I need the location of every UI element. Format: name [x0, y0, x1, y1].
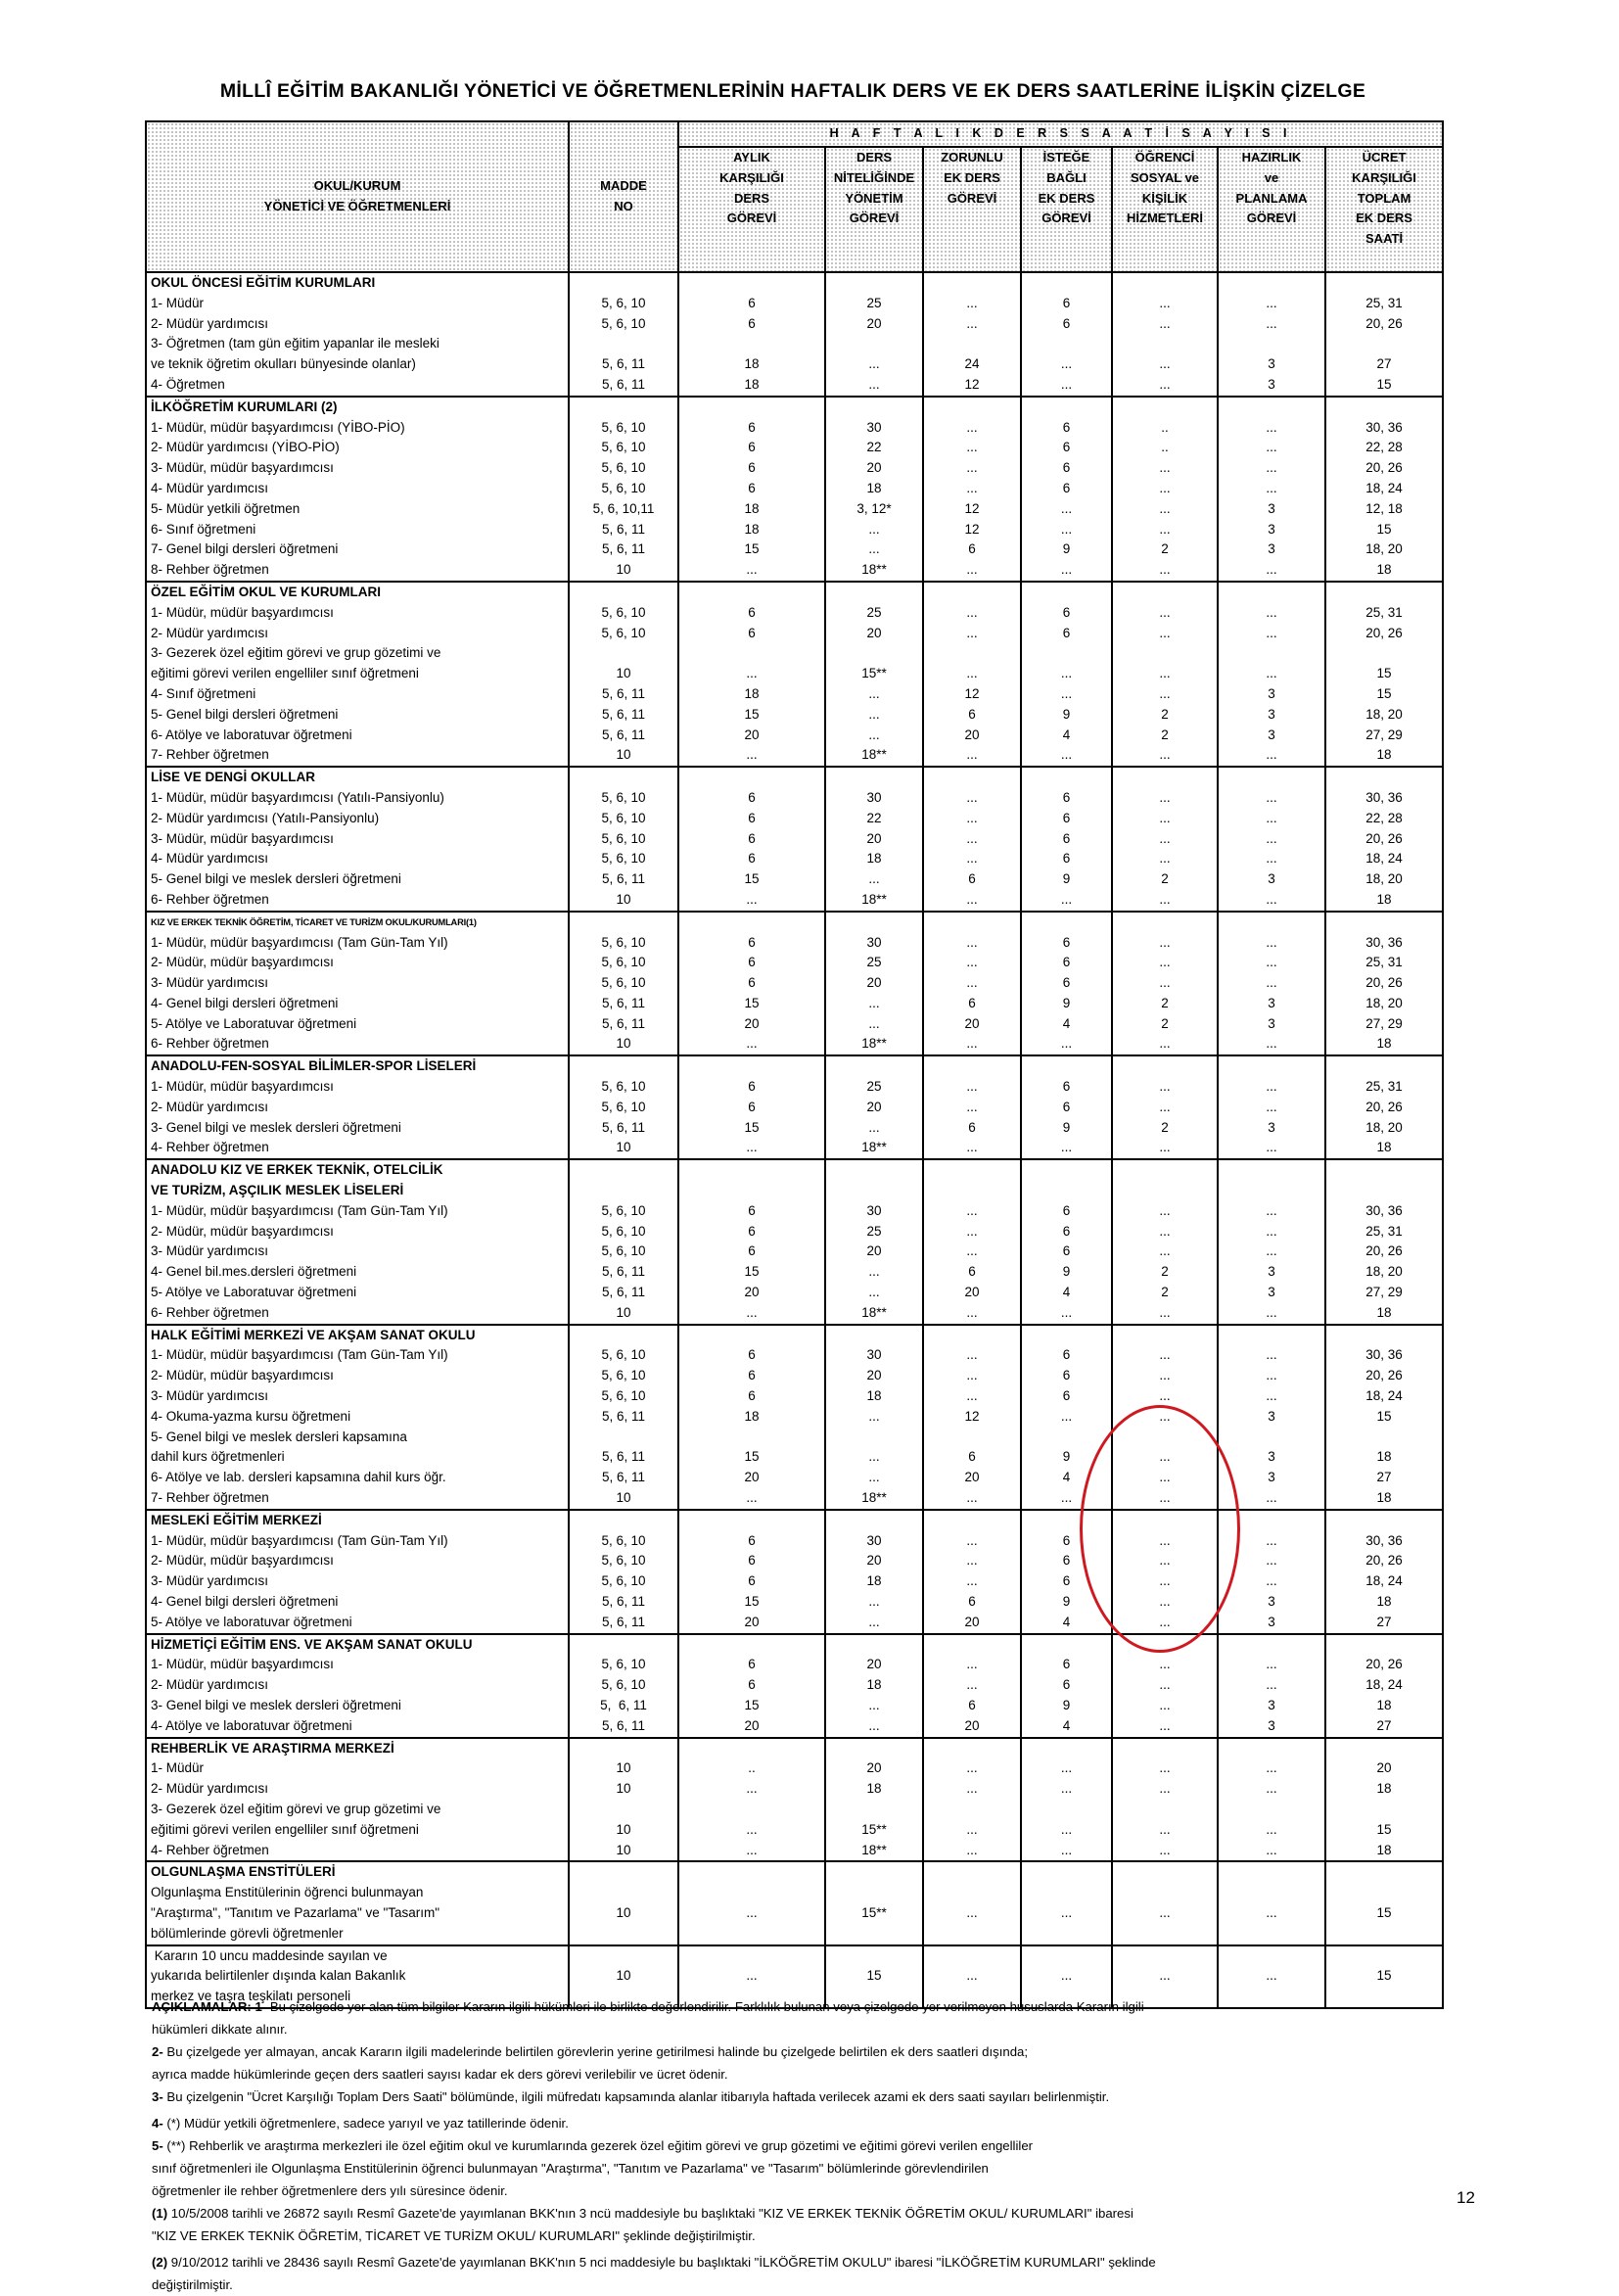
value-cell-c3: ... ... ... 12 6 20 ...: [923, 582, 1021, 767]
section-title: OLGUNLAŞMA ENSTİTÜLERİ: [151, 1864, 336, 1880]
table-section: [146, 397, 1443, 582]
value-cell-c1: 6 6 6 15 20 ...: [678, 1159, 825, 1324]
header-weekly-hours: H A F T A L I K D E R S S A A T İ S A Y I S I: [678, 121, 1443, 147]
value-cell-madde: 5, 6, 10 5, 6, 10 5, 6, 10 5, 6, 10 5, 6, 10,11 5, 6, 11 5, 6, 11 10: [569, 397, 678, 582]
table-row: [146, 272, 1443, 397]
table-row: [146, 1738, 1443, 1862]
value-cell-c4: ... ... ... ...: [1021, 1738, 1112, 1862]
value-cell-c4: 6 6 ... ... 9 4 ...: [1021, 582, 1112, 767]
value-cell-c5: ... ... ... ... 2 2 ...: [1112, 582, 1218, 767]
value-cell-c3: ... ... ... 6 20 ...: [923, 912, 1021, 1056]
value-cell-c1: 6 6 15 ...: [678, 1055, 825, 1159]
value-cell-c1: 6 6 6 6 18 18 15 ...: [678, 397, 825, 582]
value-cell-c7: 30, 36 22, 28 20, 26 18, 24 18, 20 18: [1325, 767, 1443, 912]
value-cell-madde: 5, 6, 10 5, 6, 10 5, 6, 10 5, 6, 11 5, 6, 11 5, 6, 11 10: [569, 1325, 678, 1510]
value-cell-c4: 6 6 6 ... 9 4 ...: [1021, 1325, 1112, 1510]
value-cell-c6: ... ... ... 3 3: [1218, 1510, 1325, 1634]
value-cell-c1: 6 6 ... 18 15 20 ...: [678, 582, 825, 767]
value-cell-madde: 5, 6, 10 5, 6, 10 5, 6, 11 10: [569, 1055, 678, 1159]
table-section: [146, 912, 1443, 1056]
page-title: MİLLÎ EĞİTİM BAKANLIĞI YÖNETİCİ VE ÖĞRETMENLERİNİN HAFTALIK DERS VE EK DERS SAATLERİNE İLİŞKİN ÇİZELGE: [219, 80, 1366, 102]
role-list: 1- Müdür, müdür başyardımcısı (YİBO-PİO) 2- Müdür yardımcısı (YİBO-PİO) 3- Müdür, müdür başyardımcısı 4- Müdür yardımcısı 5- Müdür yetkili öğretmen 6- Sınıf öğretmeni 7- Genel bilgi dersleri öğretmeni 8- Rehber öğretmen: [151, 419, 405, 578]
table-row: [146, 1159, 1443, 1324]
header-institution: OKUL/KURUM YÖNETİCİ VE ÖĞRETMENLERİ: [146, 121, 569, 272]
value-cell-c4: 6 6 6 9 4 ...: [1021, 912, 1112, 1056]
table-row: [146, 1861, 1443, 1945]
role-list: 1- Müdür, müdür başyardımcısı (Tam Gün-Tam Yıl) 2- Müdür, müdür başyardımcısı 3- Müdür yardımcısı 4- Genel bil.mes.dersleri öğretmeni 5- Atölye ve Laboratuvar öğretmeni 6- Rehber öğretmen: [151, 1202, 448, 1320]
value-cell-c5: ... ... ... ... ...: [1112, 1510, 1218, 1634]
value-cell-madde: 10 10 10 10: [569, 1738, 678, 1862]
value-cell-c2: 30 25 20 ... ... 18**: [825, 1159, 923, 1324]
institution-cell: [146, 582, 569, 767]
value-cell-c3: ... ... ... ...: [923, 1738, 1021, 1862]
value-cell-c2: 15**: [825, 1861, 923, 1945]
footnote-2: (2) 9/10/2012 tarihli ve 28436 sayılı Resmî Gazete'de yayımlanan BKK'nın 5 nci maddesiyle bu başlıktaki "İLKÖĞRETİM OKULU" ibaresi "İLKÖĞRETİM KURUMLARI" şeklinde: [152, 2255, 1156, 2270]
role-list: 1- Müdür, müdür başyardımcısı (Yatılı-Pansiyonlu) 2- Müdür yardımcısı (Yatılı-Pansiyonlu) 3- Müdür, müdür başyardımcısı 4- Müdür yardımcısı 5- Genel bilgi ve meslek dersleri öğretmeni 6- Rehber öğretmen: [151, 789, 444, 907]
value-cell-c5: ... ... ... 2 2 ...: [1112, 1159, 1218, 1324]
note-2-cont: ayrıca madde hükümlerinde geçen ders saatleri sayısı kadar ek ders görevi verilebilir ve ücret ödenir.: [152, 2067, 728, 2082]
value-cell-c1: 6 6 6 15 20: [678, 1510, 825, 1634]
table-section: [146, 1510, 1443, 1634]
value-cell-c6: ... ... ... 3 3 3 ...: [1218, 582, 1325, 767]
header-optional-extra: İSTEĞE BAĞLI EK DERS GÖREVİ: [1021, 147, 1112, 272]
value-cell-c5: ... ... ... ...: [1112, 272, 1218, 397]
institution-cell: [146, 767, 569, 912]
table-row: [146, 582, 1443, 767]
institution-cell: [146, 397, 569, 582]
section-title: KIZ VE ERKEK TEKNİK ÖĞRETİM, TİCARET VE TURİZM OKUL/KURUMLARI(1): [151, 916, 477, 927]
role-list: 1- Müdür, müdür başyardımcısı (Tam Gün-Tam Yıl) 2- Müdür, müdür başyardımcısı 3- Müdür yardımcısı 4- Genel bilgi dersleri öğretmeni 5- Atölye ve laboratuvar öğretmeni: [151, 1532, 448, 1629]
value-cell-c6: ... ... 3 3: [1218, 1634, 1325, 1738]
header-mandatory-extra: ZORUNLU EK DERS GÖREVİ: [923, 147, 1021, 272]
lesson-hours-table: [145, 120, 1444, 2009]
value-cell-c1: 6 6 6 6 15 ...: [678, 767, 825, 912]
value-cell-c3: ... ... ... 12 6 20 ...: [923, 1325, 1021, 1510]
table-row: [146, 1325, 1443, 1510]
value-cell-c5: ...: [1112, 1861, 1218, 1945]
value-cell-c2: 30 20 18 ... ...: [825, 1510, 923, 1634]
note-5-cont1: sınıf öğretmenleri ile Olgunlaşma Enstitülerinin öğrenci bulunmayan "Araştırma", "Tanıtım ve Pazarlama" ve "Tasarım" bölümlerinde görevlendirilen: [152, 2161, 989, 2176]
red-circle-annotation: [1080, 1405, 1240, 1653]
value-cell-c6: ...: [1218, 1945, 1325, 2008]
value-cell-c2: 25 20 15** ... ... ... 18**: [825, 582, 923, 767]
value-cell-c4: ...: [1021, 1945, 1112, 2008]
value-cell-c4: 6 6 ... ...: [1021, 272, 1112, 397]
role-list: 1- Müdür, müdür başyardımcısı (Tam Gün-Tam Yıl) 2- Müdür, müdür başyardımcısı 3- Müdür yardımcısı 4- Genel bilgi dersleri öğretmeni 5- Atölye ve Laboratuvar öğretmeni 6- Rehber öğretmen: [151, 934, 448, 1052]
value-cell-madde: 5, 6, 10 5, 6, 10 5, 6, 11 5, 6, 11: [569, 272, 678, 397]
value-cell-c7: 30, 36 20, 26 18, 24 15 18 27 18: [1325, 1325, 1443, 1510]
value-cell-c1: 6 6 18 18: [678, 272, 825, 397]
note-3: 3- Bu çizelgenin "Ücret Karşılığı Toplam Ders Saati" bölümünde, ilgili müfredatı kapsamında alanlar itibarıyla haftada verilecek azami ek ders saati sayıları belirlenmiştir.: [152, 2089, 1110, 2104]
value-cell-c6: ... ... ... ... 3 3 3 ...: [1218, 397, 1325, 582]
value-cell-c5: ...: [1112, 1945, 1218, 2008]
role-list: Kararın 10 uncu maddesinde sayılan ve yukarıda belirtilenler dışında kalan Bakanlık merkez ve taşra teşkilatı personeli: [151, 1947, 406, 2004]
value-cell-c7: 20 18 15 18: [1325, 1738, 1443, 1862]
value-cell-c6: ... ... 3 ...: [1218, 1055, 1325, 1159]
value-cell-c5: ... ... ... ... ... ... ...: [1112, 1325, 1218, 1510]
header-student-services: ÖĞRENCİ SOSYAL ve KİŞİLİK HİZMETLERİ: [1112, 147, 1218, 272]
value-cell-c7: 20, 26 18, 24 18 27: [1325, 1634, 1443, 1738]
role-list: Olgunlaşma Enstitülerinin öğrenci bulunmayan "Araştırma", "Tanıtım ve Pazarlama" ve "Tasarım" bölümlerinde görevli öğretmenler: [151, 1885, 440, 1941]
footnote-1: (1) 10/5/2008 tarihli ve 26872 sayılı Resmî Gazete'de yayımlanan BKK'nın 3 ncü maddesiyle bu başlıktaki "KIZ VE ERKEK TEKNİK ÖĞRETİM OKUL/ KURUMLARI" ibaresi: [152, 2206, 1133, 2221]
value-cell-c3: ...: [923, 1945, 1021, 2008]
value-cell-c4: 6 6 6 9 4 ...: [1021, 1159, 1112, 1324]
value-cell-c2: 25 20 ... ...: [825, 272, 923, 397]
note-5: 5- (**) Rehberlik ve araştırma merkezleri ile özel eğitim okul ve kurumlarında gezerek özel eğitim görevi ve grup gözetimi ve eğitimi görevi verilen engelliler: [152, 2138, 1034, 2153]
value-cell-c6: ... ... ... ... 3 ...: [1218, 767, 1325, 912]
value-cell-c3: ... ... ... 6 20: [923, 1510, 1021, 1634]
value-cell-madde: 5, 6, 10 5, 6, 10 5, 6, 10 5, 6, 10 5, 6, 11 10: [569, 767, 678, 912]
value-cell-c6: ... ... ... 3 3 3 ...: [1218, 1325, 1325, 1510]
value-cell-c2: 30 25 20 ... ... 18**: [825, 912, 923, 1056]
value-cell-c5: ... ... ... ... 2 ...: [1112, 767, 1218, 912]
value-cell-c1: ...: [678, 1861, 825, 1945]
role-list: 1- Müdür 2- Müdür yardımcısı 3- Gezerek özel eğitim görevi ve grup gözetimi ve eğitimi görevi verilen engelliler sınıf öğretmeni 4- Rehber öğretmen: [151, 1760, 441, 1857]
role-list: 1- Müdür, müdür başyardımcısı 2- Müdür yardımcısı 3- Gezerek özel eğitim görevi ve grup gözetimi ve eğitimi görevi verilen engelliler sınıf öğretmeni 4- Sınıf öğretmeni 5- Genel bilgi dersleri öğretmeni 6- Atölye ve laboratuvar öğretmeni 7- Rehber öğretmen: [151, 604, 441, 763]
value-cell-c7: 30, 36 22, 28 20, 26 18, 24 12, 18 15 18, 20 18: [1325, 397, 1443, 582]
note-1-cont: hükümleri dikkate alınır.: [152, 2022, 288, 2037]
value-cell-c2: 30 20 18 ... ... ... 18**: [825, 1325, 923, 1510]
section-title: ÖZEL EĞİTİM OKUL VE KURUMLARI: [151, 584, 382, 599]
value-cell-madde: 10: [569, 1945, 678, 2008]
institution-cell: [146, 1634, 569, 1738]
header-preparation: HAZIRLIK ve PLANLAMA GÖREVİ: [1218, 147, 1325, 272]
value-cell-c4: 6 6 6 9 4: [1021, 1510, 1112, 1634]
value-cell-c5: ... ... ... 2 2 ...: [1112, 912, 1218, 1056]
value-cell-c7: 25, 31 20, 26 27 15: [1325, 272, 1443, 397]
value-cell-c3: ... ... 24 12: [923, 272, 1021, 397]
institution-cell: [146, 1325, 569, 1510]
table-section: [146, 1634, 1443, 1738]
table-row: [146, 1510, 1443, 1634]
value-cell-c5: .. .. ... ... ... ... 2 ...: [1112, 397, 1218, 582]
note-1: AÇIKLAMALAR: 1- Bu çizelgede yer alan tüm bilgiler Kararın ilgili hükümleri ile birlikte değerlendirilir. Farklılık bulunan veya çizelgede yer verilmeyen hususlarda Kararın ilgili: [152, 1999, 1144, 2014]
value-cell-madde: 5, 6, 10 5, 6, 10 5, 6, 11 5, 6, 11: [569, 1634, 678, 1738]
table-row: [146, 1055, 1443, 1159]
footnote-2-cont: değiştirilmiştir.: [152, 2277, 233, 2292]
value-cell-c5: ... ... ... ...: [1112, 1634, 1218, 1738]
explanations: [152, 1995, 1326, 2296]
value-cell-c3: ... ... ... 6 20 ...: [923, 1159, 1021, 1324]
table-section: [146, 1738, 1443, 1862]
section-title: OKUL ÖNCESİ EĞİTİM KURUMLARI: [151, 275, 376, 290]
header-total-paid: ÜCRET KARŞILIĞI TOPLAM EK DERS SAATİ: [1325, 147, 1443, 272]
value-cell-c2: 20 18 ... ...: [825, 1634, 923, 1738]
value-cell-c3: ... ... 6 20: [923, 1634, 1021, 1738]
page-number: 12: [1457, 2188, 1475, 2207]
value-cell-c6: ... ... ... ...: [1218, 1738, 1325, 1862]
value-cell-c6: ... ... 3 3: [1218, 272, 1325, 397]
value-cell-c1: 6 6 6 18 15 20 ...: [678, 1325, 825, 1510]
value-cell-c1: 6 6 15 20: [678, 1634, 825, 1738]
value-cell-madde: 5, 6, 10 5, 6, 10 5, 6, 10 5, 6, 11 5, 6, 11 10: [569, 1159, 678, 1324]
table-row: [146, 912, 1443, 1056]
value-cell-c2: 15: [825, 1945, 923, 2008]
value-cell-c7: 15: [1325, 1861, 1443, 1945]
role-list: 1- Müdür, müdür başyardımcısı (Tam Gün-Tam Yıl) 2- Müdür, müdür başyardımcısı 3- Müdür yardımcısı 4- Okuma-yazma kursu öğretmeni 5- Genel bilgi ve meslek dersleri kapsamına dahil kurs öğretmenleri 6- Atölye ve lab. dersleri kapsamına dahil kurs öğr. 7- Rehber öğretmen: [151, 1347, 448, 1506]
value-cell-c2: 25 20 ... 18**: [825, 1055, 923, 1159]
header-management: DERS NİTELİĞİNDE YÖNETİM GÖREVİ: [825, 147, 923, 272]
header-monthly-lessons: AYLIK KARŞILIĞI DERS GÖREVİ: [678, 147, 825, 272]
value-cell-c6: ... ... ... 3 3 ...: [1218, 912, 1325, 1056]
value-cell-c6: ... ... ... 3 3 ...: [1218, 1159, 1325, 1324]
value-cell-madde: 5, 6, 10 5, 6, 10 5, 6, 10 5, 6, 11 5, 6, 11 10: [569, 912, 678, 1056]
section-title: HİZMETİÇİ EĞİTİM ENS. VE AKŞAM SANAT OKULU: [151, 1636, 473, 1652]
institution-cell: [146, 1055, 569, 1159]
note-2: 2- Bu çizelgede yer almayan, ancak Kararın ilgili madelerinde belirtilen görevlerin yerine getirilmesi halinde bu çizelgede belirtilen ek ders saatleri dışında;: [152, 2044, 1029, 2059]
value-cell-madde: 5, 6, 10 5, 6, 10 10 5, 6, 11 5, 6, 11 5, 6, 11 10: [569, 582, 678, 767]
table-section: [146, 767, 1443, 912]
table-section: [146, 1861, 1443, 1945]
value-cell-c1: ...: [678, 1945, 825, 2008]
table-row: [146, 397, 1443, 582]
value-cell-c7: 30, 36 20, 26 18, 24 18 27: [1325, 1510, 1443, 1634]
table-section: [146, 1055, 1443, 1159]
role-list: 1- Müdür, müdür başyardımcısı 2- Müdür yardımcısı 3- Genel bilgi ve meslek dersleri öğretmeni 4- Atölye ve laboratuvar öğretmeni: [151, 1657, 401, 1733]
table-section: [146, 1325, 1443, 1510]
section-title: MESLEKİ EĞİTİM MERKEZİ: [151, 1512, 322, 1527]
footnote-1-cont: "KIZ VE ERKEK TEKNİK ÖĞRETİM, TİCARET VE TURİZM OKUL/ KURUMLARI" şeklinde değiştirilmiştir.: [152, 2228, 756, 2243]
value-cell-c4: 6 6 9 4: [1021, 1634, 1112, 1738]
value-cell-c5: ... ... ... ...: [1112, 1738, 1218, 1862]
value-cell-c4: 6 6 6 6 ... ... 9 ...: [1021, 397, 1112, 582]
value-cell-c4: 6 6 9 ...: [1021, 1055, 1112, 1159]
value-cell-c6: ...: [1218, 1861, 1325, 1945]
role-list: 1- Müdür 2- Müdür yardımcısı 3- Öğretmen (tam gün eğitim yapanlar ile mesleki ve teknik öğretim okulları bünyesinde olanlar) 4- Öğretmen: [151, 295, 439, 392]
value-cell-c1: .. ... ... ...: [678, 1738, 825, 1862]
lesson-hours-table-container: [145, 120, 1442, 2004]
value-cell-madde: 5, 6, 10 5, 6, 10 5, 6, 10 5, 6, 11 5, 6, 11: [569, 1510, 678, 1634]
table-header: [146, 121, 1443, 272]
value-cell-c3: ... ... 6 ...: [923, 1055, 1021, 1159]
institution-cell: [146, 1159, 569, 1324]
value-cell-c7: 15: [1325, 1945, 1443, 2008]
value-cell-c2: 30 22 20 18 3, 12* ... ... 18**: [825, 397, 923, 582]
value-cell-c4: 6 6 6 6 9 ...: [1021, 767, 1112, 912]
value-cell-c7: 25, 31 20, 26 18, 20 18: [1325, 1055, 1443, 1159]
value-cell-madde: 10: [569, 1861, 678, 1945]
value-cell-c7: 30, 36 25, 31 20, 26 18, 20 27, 29 18: [1325, 1159, 1443, 1324]
section-title: İLKÖĞRETİM KURUMLARI (2): [151, 398, 338, 414]
note-4: 4- (*) Müdür yetkili öğretmenlere, sadece yarıyıl ve yaz tatillerinde ödenir.: [152, 2116, 569, 2131]
table-section: [146, 582, 1443, 767]
value-cell-c2: 20 18 15** 18**: [825, 1738, 923, 1862]
section-title: ANADOLU KIZ VE ERKEK TEKNİK, OTELCİLİK VE TURİZM, AŞÇILIK MESLEK LİSELERİ: [151, 1162, 443, 1198]
value-cell-c4: ...: [1021, 1861, 1112, 1945]
institution-cell: [146, 1861, 569, 1945]
institution-cell: [146, 1738, 569, 1862]
institution-cell: [146, 912, 569, 1056]
table-section: [146, 1159, 1443, 1324]
value-cell-c3: ...: [923, 1861, 1021, 1945]
value-cell-c5: ... ... 2 ...: [1112, 1055, 1218, 1159]
section-title: REHBERLİK VE ARAŞTIRMA MERKEZİ: [151, 1740, 394, 1756]
institution-cell: [146, 272, 569, 397]
section-title: HALK EĞİTİMİ MERKEZİ VE AKŞAM SANAT OKULU: [151, 1327, 476, 1342]
value-cell-c7: 25, 31 20, 26 15 15 18, 20 27, 29 18: [1325, 582, 1443, 767]
role-list: 1- Müdür, müdür başyardımcısı 2- Müdür yardımcısı 3- Genel bilgi ve meslek dersleri öğretmeni 4- Rehber öğretmen: [151, 1079, 401, 1155]
note-5-cont2: öğretmenler ile rehber öğretmenlere ders yılı süresince ödenir.: [152, 2183, 508, 2198]
section-title: LİSE VE DENGİ OKULLAR: [151, 770, 316, 785]
value-cell-c3: ... ... ... ... 12 12 6 ...: [923, 397, 1021, 582]
section-title: ANADOLU-FEN-SOSYAL BİLİMLER-SPOR LİSELERİ: [151, 1058, 477, 1074]
header-madde: MADDE NO: [569, 121, 678, 272]
table-section: [146, 272, 1443, 397]
value-cell-c7: 30, 36 25, 31 20, 26 18, 20 27, 29 18: [1325, 912, 1443, 1056]
institution-cell: [146, 1510, 569, 1634]
value-cell-c1: 6 6 6 15 20 ...: [678, 912, 825, 1056]
table-row: [146, 1634, 1443, 1738]
value-cell-c2: 30 22 20 18 ... 18**: [825, 767, 923, 912]
value-cell-c3: ... ... ... ... 6 ...: [923, 767, 1021, 912]
table-row: [146, 767, 1443, 912]
